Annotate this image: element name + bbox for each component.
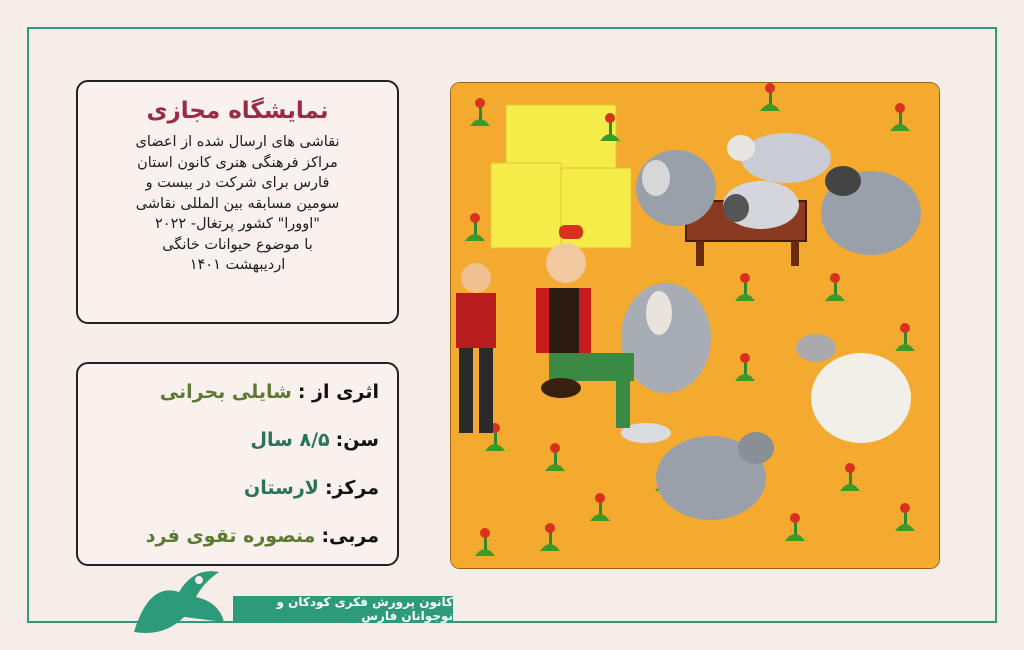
exhibition-description: [78, 126, 397, 276]
age-label: سن:: [335, 429, 379, 451]
age-row: [96, 422, 379, 470]
kanoon-logo: [124, 562, 234, 640]
description-line: "اوورا" کشور پرتغال- ۲۰۲۲: [155, 216, 320, 232]
brand-name: کانون پرورش فکری کودکان و نوجوانان فارس: [233, 596, 453, 622]
description-line: سومین مسابقه بین المللی نقاشی: [135, 195, 340, 212]
age-value: ۸/۵ سال: [250, 429, 330, 451]
teacher-row: [96, 518, 379, 566]
center-label: مرکز:: [324, 477, 379, 499]
center-value: لارستان: [244, 477, 319, 499]
artist-label: اثری از :: [297, 381, 379, 403]
description-line: فارس برای شرکت در بیست و: [145, 175, 330, 191]
description-line: نقاشی های ارسال شده از اعضای: [135, 134, 340, 150]
description-line: اردیبهشت ۱۴۰۱: [189, 257, 286, 273]
description-line: با موضوع حیوانات خانگی: [162, 236, 313, 253]
artist-row: [96, 374, 379, 422]
exhibition-card: [76, 80, 399, 324]
center-row: [96, 470, 379, 518]
teacher-value: منصوره تقوی فرد: [145, 525, 316, 547]
artwork-painting: [450, 82, 940, 569]
teacher-label: مربی:: [321, 525, 379, 547]
artist-value: شایلی بحرانی: [159, 381, 292, 403]
artwork-info-card: [76, 362, 399, 566]
description-line: مراکز فرهنگی هنری کانون استان: [137, 154, 338, 171]
exhibition-title: نمایشگاه مجازی: [146, 98, 329, 124]
